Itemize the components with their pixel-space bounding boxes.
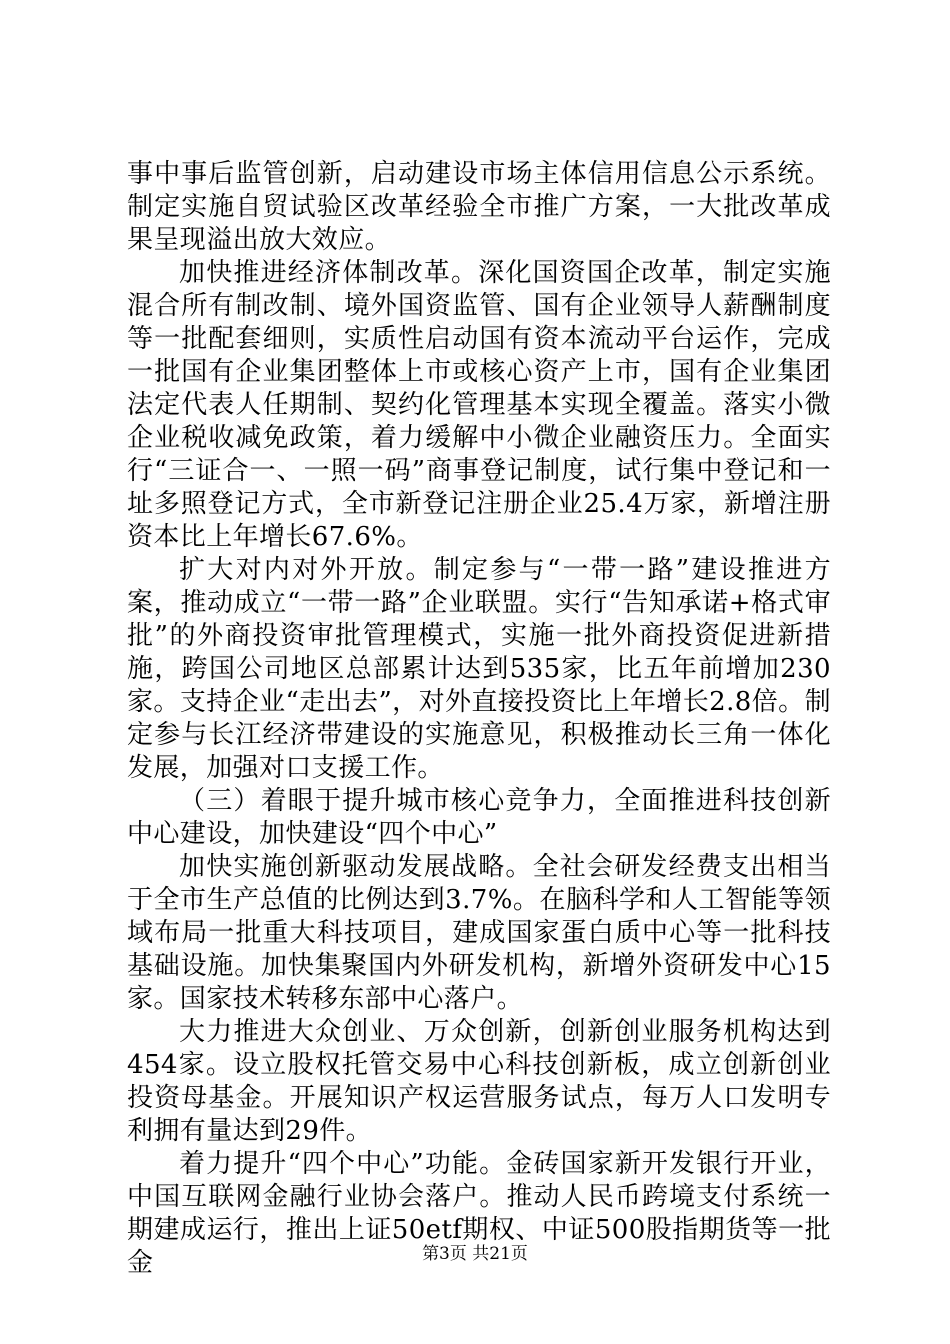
- paragraph-continuation: 事中事后监管创新，启动建设市场主体信用信息公示系统。制定实施自贸试验区改革经验全市推广方案，一大批改革成果呈现溢出放大效应。: [127, 159, 831, 255]
- paragraph-innovation-strategy: 加快实施创新驱动发展战略。全社会研发经费支出相当于全市生产总值的比例达到3.7%。在脑科学和人工智能等领域布局一批重大科技项目，建成国家蛋白质中心等一批科技基础设施。加快集聚国内外研发机构，新增外资研发中心15家。国家技术转移东部中心落户。: [127, 852, 831, 1014]
- page-number: 第3页 共21页: [422, 1244, 528, 1264]
- section-heading: （三）着眼于提升城市核心竞争力，全面推进科技创新中心建设，加快建设“四个中心”: [127, 786, 831, 849]
- page-footer: [0, 1243, 950, 1265]
- paragraph-entrepreneurship: 大力推进大众创业、万众创新，创新创业服务机构达到454家。设立股权托管交易中心科技创新板，成立创新创业投资母基金。开展知识产权运营服务试点，每万人口发明专利拥有量达到29件。: [127, 1017, 831, 1146]
- paragraph-four-centers: 着力提升“四个中心”功能。金砖国家新开发银行开业，中国互联网金融行业协会落户。推动人民币跨境支付系统一期建成运行，推出上证50etf期权、中证500股指期货等一批金: [127, 1149, 831, 1278]
- paragraph-economic-reform: 加快推进经济体制改革。深化国资国企改革，制定实施混合所有制改制、境外国资监管、国有企业领导人薪酬制度等一批配套细则，实质性启动国有资本流动平台运作，完成一批国有企业集团整体上市或核心资产上市，国有企业集团法定代表人任期制、契约化管理基本实现全覆盖。落实小微企业税收减免政策，着力缓解中小微企业融资压力。全面实行“三证合一、一照一码”商事登记制度，试行集中登记和一址多照登记方式，全市新登记注册企业25.4万家，新增注册资本比上年增长67.6%。: [127, 258, 831, 552]
- document-body: [127, 158, 831, 1280]
- paragraph-opening-up: 扩大对内对外开放。制定参与“一带一路”建设推进方案，推动成立“一带一路”企业联盟。实行“告知承诺+格式审批”的外商投资审批管理模式，实施一批外商投资促进新措施，跨国公司地区总部累计达到535家，比五年前增加230家。支持企业“走出去”，对外直接投资比上年增长2.8倍。制定参与长江经济带建设的实施意见，积极推动长三角一体化发展，加强对口支援工作。: [127, 555, 831, 783]
